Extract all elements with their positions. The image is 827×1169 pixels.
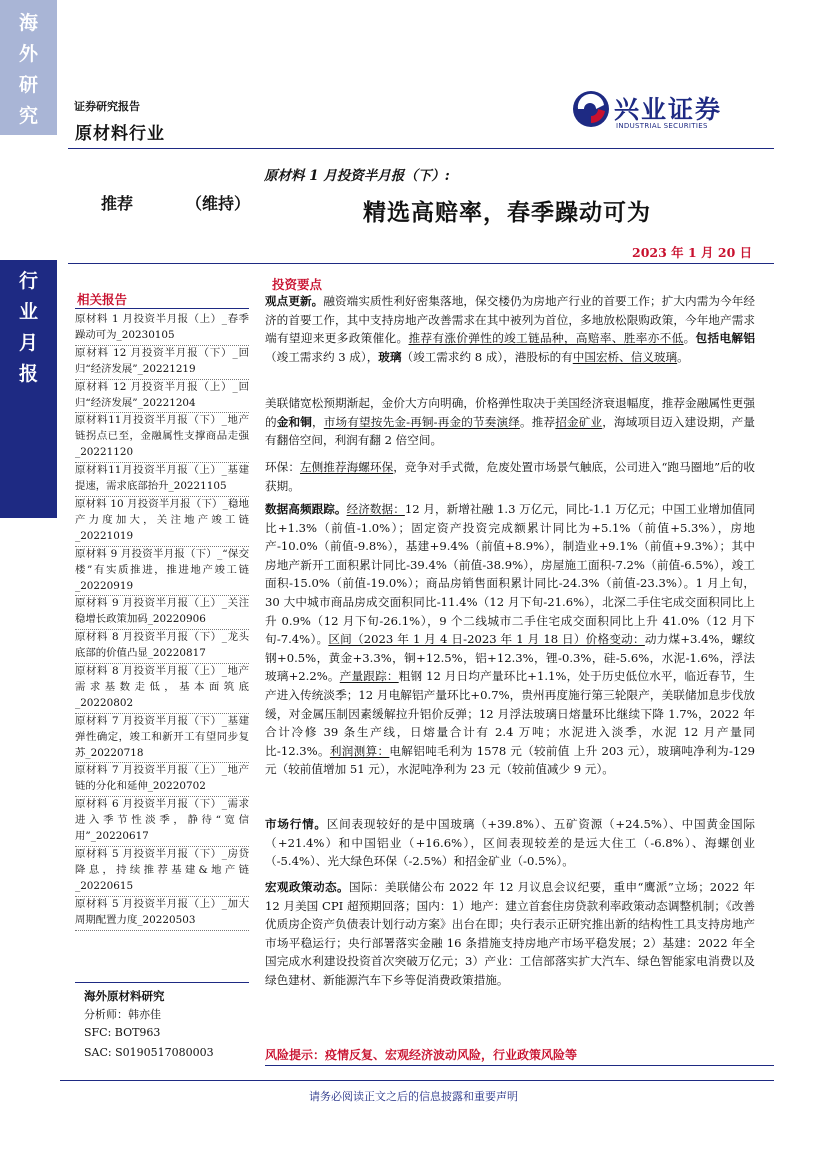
output-tracking-text: 粗钢 12 月日均产量环比+1.1%，处于历史低位水平，临近春节，生产进入传统淡季；12 月电解铝产量环比+0.7%，贵州再度施行第三轮限产，美联储加息步伐放缓，对金属压制因素缓解拉升铝价反弹；12 月浮法玻璃日熔量环比继续下降 1.7%，2022 年合计冷修 39 条生产线，日熔量合计有 2.4 万吨；水泥进入淡季，水泥 12 月产量同比-12.3%。 — [265, 669, 756, 758]
related-report-item[interactable] — [75, 664, 249, 714]
report-date: 2023 年 1 月 20 日 — [632, 245, 753, 260]
side-tab-monthly-report — [0, 260, 57, 518]
view-update-text: 融资端实质性利好密集落地，保交楼仍为房地产行业的首要工作；扩大内需为今年经济的首要工作，其中支持房地产改善需求在其中被列为首位，多地放松限购政策，今年地产需求端有望迎来更多政策催化。 — [265, 294, 755, 346]
related-report-title: 原材料 6 月投资半月报（下）_需求进入季节性淡季，静待“宽信用”_20220617 — [75, 798, 249, 843]
related-heading-rule — [75, 308, 249, 309]
gold-copper-text-4: ，海域项目迈入建设期，产量有翻倍空间，利润有翻 2 倍空间。 — [265, 414, 755, 448]
market-text: 区间表现较好的是中国玻璃（+39.8%）、五矿资源（+24.5%）、中国黄金国际（+21.4%）和中国铝业（+16.6%），区间表现较差的是远大住工（-6.8%）、海螺创业（-5.4%）、光大绿色环保（-2.5%）和招金矿业（-0.5%）。 — [265, 817, 755, 869]
report-subtitle: 原材料 1 月投资半月报（下）: — [264, 168, 450, 184]
related-report-title: 原材料 9 月投资半月报（上）_关注稳增长政策加码_20220906 — [75, 597, 249, 626]
related-report-item[interactable] — [75, 847, 249, 897]
related-report-item[interactable] — [75, 630, 249, 664]
data-tracking-lead: 数据高频跟踪。 — [265, 502, 347, 516]
related-report-title: 原材料 12 月投资半月报（下）_回归“经济发展”_20221219 — [75, 346, 249, 375]
footer-rule — [60, 1080, 774, 1081]
side-tab-spacer — [0, 135, 57, 260]
side-tab-overseas-research — [0, 0, 57, 135]
economic-data-label: 经济数据： — [346, 502, 405, 516]
paragraph-gold-copper — [265, 394, 755, 450]
profit-estimate-label: 利润测算： — [329, 743, 390, 758]
view-update-text-4: （竣工需求约 8 成），港股标的有 — [401, 349, 573, 364]
investment-highlights-heading: 投资要点 — [272, 277, 323, 292]
analyst-sfc: SFC: BOT963 — [84, 1026, 161, 1039]
side-tab-char: 行 — [18, 270, 38, 292]
related-report-item[interactable] — [75, 312, 249, 346]
zhaojin-highlight: 招金矿业 — [555, 414, 603, 429]
report-type-label: 证券研究报告 — [74, 100, 140, 113]
economic-data-text: 12 月，新增社融 1.3 万亿元，同比-1.1 万亿元；中国工业增加值同比+1.3%（前值-1.0%）；固定资产投资完成额累计同比为+5.1%（前值+5.3%），房地产-10.0%（前值-9.8%），基建+9.4%（前值+8.9%），制造业+9.1%（前值+9.3%）；其中房地产新开工面积累计同比-39.4%（前值-38.9%），房屋施工面积-7.2%（前值-6.5%），竣工面积-15.0%（前值-19.0%）；商品房销售面积累计同比-24.3%（前值-23.3%）。1 月上旬，30 大中城市商品房成交面积同比-11.4%（12 月下旬-21.6%），北深二手住宅成交面积同比上升 0.9%（12 月下旬-26.1%），9 个二线城市二手住宅成交面积同比上升 41.0%（12 月下旬-7.4%）。 — [265, 502, 755, 647]
rating-status: （维持） — [186, 194, 251, 213]
side-tab-char: 海 — [18, 12, 38, 34]
environmental-emphasis: 左侧推荐海螺环保 — [299, 460, 394, 474]
company-logo-text: 兴业证券 — [614, 95, 723, 124]
header-divider — [68, 148, 774, 149]
output-tracking-label: 产量跟踪： — [339, 669, 399, 684]
related-report-item[interactable] — [75, 547, 249, 597]
environmental-lead: 环保： — [265, 460, 300, 474]
paragraph-macro-policy — [265, 878, 755, 990]
price-change-label: 区间（2023 年 1 月 4 日-2023 年 1 月 18 日）价格变动： — [328, 632, 645, 647]
related-report-title: 原材料11月投资半月报（下）_地产链拐点已至，金融属性支撑商品走强_20221120 — [75, 414, 249, 459]
side-tab-char: 业 — [18, 301, 38, 323]
macro-policy-lead: 宏观政策动态。 — [265, 880, 349, 894]
footer-disclaimer: 请务必阅读正文之后的信息披露和重要声明 — [309, 1090, 518, 1103]
price-change-text: 动力煤+3.4%，螺纹钢+0.5%，黄金+3.3%，铜+12.5%，铝+12.3%，锂-0.3%，硅-5.6%，水泥-1.6%，浮法玻璃+2.2%。 — [265, 632, 756, 684]
gold-copper-emphasis: 市场有望按先金-再铜-再金的节奏演绎 — [323, 414, 521, 429]
risk-warning: 风险提示：疫情反复、宏观经济波动风险，行业政策风险等 — [265, 1048, 578, 1062]
rating-label: 推荐 — [101, 194, 134, 213]
side-tab-char: 月 — [18, 332, 38, 354]
related-report-title: 原材料 8 月投资半月报（下）_龙头底部的价值凸显_20220817 — [75, 631, 249, 660]
related-report-title: 原材料 7 月投资半月报（下）_基建弹性确定，竣工和新开工有望同步复苏_20220718 — [75, 714, 249, 759]
paragraph-environmental — [265, 458, 755, 495]
gold-copper-highlight: 金和铜 — [276, 414, 313, 429]
related-report-item[interactable] — [75, 797, 249, 847]
paragraph-view-update — [265, 292, 755, 366]
view-update-emphasis: 推荐有涨价弹性的竣工链品种，高赔率、胜率亦不低 — [408, 331, 684, 346]
related-report-title: 原材料11月投资半月报（上）_基建提速，需求底部抬升_20221105 — [75, 464, 249, 493]
side-tab-char: 报 — [18, 363, 38, 385]
related-report-item[interactable] — [75, 463, 249, 497]
related-report-title: 原材料 12 月投资半月报（上）_回归“经济发展”_20221204 — [75, 380, 249, 409]
related-report-title: 原材料 9 月投资半月报（下）_“保交楼”有实质推进，推进地产竣工链_20220919 — [75, 547, 249, 592]
report-title: 精选高赔率，春季躁动可为 — [363, 199, 651, 226]
market-lead: 市场行情。 — [265, 817, 327, 831]
related-report-title: 原材料 5 月投资半月报（下）_房贷降息，持续推荐基建&地产链_20220615 — [75, 848, 249, 892]
related-report-title: 原材料 8 月投资半月报（上）_地产需求基数走低，基本面筑底_20220802 — [75, 665, 249, 709]
paragraph-market — [265, 815, 755, 871]
related-report-item[interactable] — [75, 497, 249, 547]
analyst-name: 分析师：韩亦佳 — [84, 1008, 161, 1021]
related-report-item[interactable] — [75, 714, 249, 764]
company-logo-icon — [572, 90, 610, 128]
macro-policy-text: 国际：美联储公布 2022 年 12 月议息会议纪要，重申“鹰派”立场；2022 年 12 月美国 CPI 超预期回落；国内：1）地产：建立首套住房贷款利率政策动态调整机制；《改善优质房企资产负债表计划行动方案》出台在即；央行表示正研究推出新的结构性工具支持房地产市场平稳运行；央行部署落实金融 16 条措施支持房地产市场平稳发展；2）基建：2022 年全国完成水利建设投资首次突破万亿元；3）产业：工信部落实扩大汽车、绿色智能家电消费以及绿色建材、新能源汽车下乡等促消费政策措施。 — [265, 880, 755, 987]
related-report-title: 原材料 1 月投资半月报（上）_春季躁动可为_20230105 — [75, 313, 249, 341]
related-report-title: 原材料 7 月投资半月报（上）_地产链的分化和延伸_20220702 — [75, 764, 249, 793]
hk-stocks-highlight: 中国宏桥、信义玻璃 — [572, 349, 678, 364]
side-tab-char: 外 — [18, 43, 38, 65]
profit-estimate-text: 电解铝吨毛利为 1578 元（较前值 上升 203 元），玻璃吨净利为-129 元（较前值增加 51 元），水泥吨净利为 23 元（较前值减少 9 元）。 — [265, 743, 755, 777]
glass-highlight: 玻璃 — [378, 349, 402, 364]
related-report-item[interactable] — [75, 763, 249, 797]
related-reports-list — [75, 312, 249, 931]
view-update-text-3: （竣工需求约 3 成）， — [265, 349, 379, 364]
related-report-item[interactable] — [75, 413, 249, 463]
related-report-item[interactable] — [75, 380, 249, 414]
analyst-team: 海外原材料研究 — [84, 989, 165, 1003]
related-report-item[interactable] — [75, 897, 249, 931]
environmental-text: ，竞争对手式微，危废处置市场景气触底，公司进入“跑马圈地”后的收获期。 — [265, 460, 755, 493]
aluminium-highlight: 包括电解铝 — [695, 331, 755, 346]
industry-label: 原材料行业 — [75, 124, 165, 144]
title-divider — [68, 263, 774, 264]
gold-copper-text-3: 。推荐 — [520, 414, 556, 429]
paragraph-data-tracking — [265, 500, 755, 779]
analyst-box-top-rule — [75, 982, 249, 983]
related-report-title: 原材料 5 月投资半月报（上）_加大周期配置力度_20220503 — [75, 897, 249, 926]
gold-copper-text-2: ， — [312, 414, 324, 429]
risk-divider — [265, 1065, 774, 1066]
related-report-title: 原材料 10 月投资半月报（下）_稳地产力度加大，关注地产竣工链_20221019 — [75, 497, 249, 542]
gold-copper-text: 美联储宽松预期渐起，金价大方向明确，价格弹性取决于美国经济衰退幅度，推荐金融属性更强的 — [265, 396, 755, 429]
side-tab-char: 究 — [18, 105, 38, 127]
related-report-item[interactable] — [75, 346, 249, 380]
related-reports-heading: 相关报告 — [77, 292, 128, 307]
view-update-text-5: 。 — [677, 349, 689, 364]
company-logo-subtitle: INDUSTRIAL SECURITIES — [616, 122, 708, 130]
view-update-text-2: 。 — [683, 331, 696, 346]
related-report-item[interactable] — [75, 596, 249, 630]
side-tab-char: 研 — [18, 74, 38, 96]
view-update-lead: 观点更新。 — [265, 294, 324, 308]
analyst-sac: SAC: S0190517080003 — [84, 1046, 214, 1059]
